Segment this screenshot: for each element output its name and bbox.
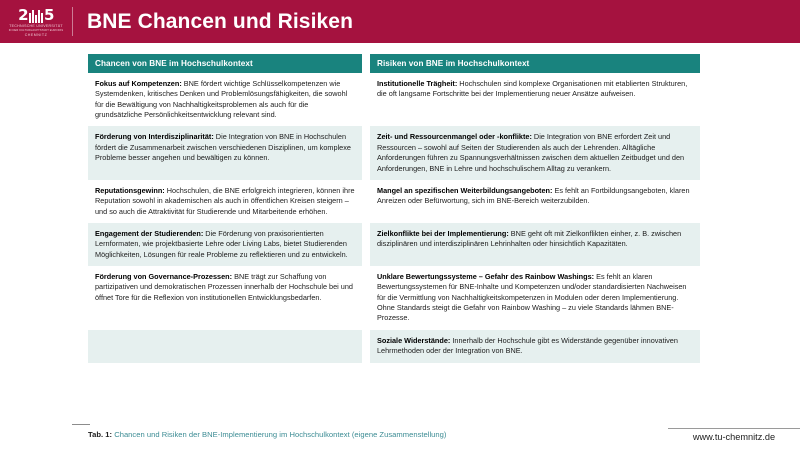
cell-text: BNE geht oft mit Zielkonflikten einher, z. B. zwischen disziplinären und interdisziplinären Lehrinhalten oder hinsichtlich Kapazitäten. bbox=[377, 228, 682, 249]
cell-chancen bbox=[88, 126, 362, 179]
column-header-chancen: Chancen von BNE im Hochschulkontext bbox=[88, 54, 362, 73]
table-body bbox=[88, 73, 700, 363]
cell-risiken bbox=[370, 266, 700, 330]
cell-term: Mangel an spezifischen Weiterbildungsangeboten: bbox=[377, 185, 553, 195]
logo-subtitle-line1: TECHNISCHE UNIVERSITÄT bbox=[9, 24, 63, 29]
logo-wordmark bbox=[18, 7, 54, 23]
cell-gap bbox=[362, 330, 370, 363]
cell-term: Unklare Bewertungssysteme – Gefahr des Rainbow Washings: bbox=[377, 272, 595, 282]
cell-term: Reputationsgewinn: bbox=[95, 185, 165, 195]
table-header-row bbox=[88, 54, 700, 73]
cell-text: Die Förderung von praxisorientierten Lernformaten, wie projektbasierte Lehre oder Living Labs, bietet Studierenden Möglichkeiten, Lösungen für reale Probleme zu reflektieren und zu entwickeln. bbox=[95, 228, 348, 259]
cell-text: BNE fördert wichtige Schlüsselkompetenzen wie Systemdenken, kritisches Denken und Problemlösungsfähigkeiten, die sowohl für die Bewältigung von Nachhaltigkeitsproblemen als auch für die grundsätzliche Persönlichkeitsentwicklung relevant sind. bbox=[95, 79, 348, 120]
cell-term: Zeit- und Ressourcenmangel oder -konflikte: bbox=[377, 132, 532, 142]
cell-term: Engagement der Studierenden: bbox=[95, 228, 204, 238]
cell-risiken bbox=[370, 126, 700, 179]
cell-gap bbox=[362, 180, 370, 223]
logo-bars-icon bbox=[29, 9, 43, 23]
cell-term: Zielkonflikte bei der Implementierung: bbox=[377, 228, 509, 238]
cell-text: BNE trägt zur Schaffung von partizipativen und demokratischen Prozessen innerhalb der Hochschule bei und öffnet Tore für die Reflexion von institutionellen Entwicklungsbedarfen. bbox=[95, 272, 353, 302]
cell-term: Soziale Widerstände: bbox=[377, 335, 451, 345]
caption-label: Tab. 1: bbox=[88, 430, 113, 439]
cell-chancen bbox=[88, 330, 362, 363]
column-header-risiken: Risiken von BNE im Hochschulkontext bbox=[370, 54, 700, 73]
cell-gap bbox=[362, 73, 370, 126]
logo-digit-5: 5 bbox=[44, 6, 54, 25]
column-gap bbox=[362, 54, 370, 73]
cell-text: Es fehlt an Fortbildungsangeboten, klaren Anreizen oder Befürwortung, sich im BNE-Bereich weiterzubilden. bbox=[377, 185, 690, 206]
logo-digit-2: 2 bbox=[18, 6, 28, 25]
cell-term: Fokus auf Kompetenzen: bbox=[95, 79, 182, 88]
cell-chancen bbox=[88, 266, 362, 330]
chancen-risiken-table bbox=[88, 54, 700, 363]
footer-url: www.tu-chemnitz.de bbox=[692, 432, 776, 442]
cell-text: Hochschulen, die BNE erfolgreich integrieren, können ihre Reputation sowohl in akademischen als auch in öffentlichen Kreisen steigern – und so auch die Attraktivität für Studierende und Mitarbeitende erhöhen. bbox=[95, 185, 355, 216]
cell-risiken bbox=[370, 73, 700, 126]
chancen-risiken-table-wrapper bbox=[88, 54, 700, 363]
logo-subtitle-line2: IN DER KULTURHAUPTSTADT EUROPAS bbox=[8, 28, 64, 32]
cell-gap bbox=[362, 223, 370, 266]
cell-term: Förderung von Governance-Prozessen: bbox=[95, 272, 233, 282]
cell-chancen bbox=[88, 180, 362, 223]
table-row bbox=[88, 180, 700, 223]
page-title: BNE Chancen und Risiken bbox=[87, 9, 354, 33]
table-caption bbox=[88, 430, 446, 439]
cell-risiken bbox=[370, 223, 700, 266]
cell-term: Institutionelle Trägheit: bbox=[377, 79, 458, 88]
caption-text: Chancen und Risiken der BNE-Implementierung im Hochschulkontext (eigene Zusammenstellung) bbox=[112, 430, 447, 439]
cell-risiken bbox=[370, 330, 700, 363]
cell-term: Förderung von Interdisziplinarität: bbox=[95, 132, 214, 142]
cell-text: Die Integration von BNE erfordert Zeit und Ressourcen – sowohl auf Seiten der Studierenden als auch der Lehrenden. Alltägliche Anforderungen führen zu Spannungsverhältnissen zwischen dem aktuellen Zeitbudget und den Anforderungen, BNE in Lehre und hochschulischem Alltag zu verankern. bbox=[377, 132, 685, 173]
table-row bbox=[88, 73, 700, 126]
cell-chancen bbox=[88, 223, 362, 266]
logo-subtitle-line3: CHEMNITZ bbox=[24, 33, 48, 38]
cell-chancen bbox=[88, 73, 362, 126]
table-row bbox=[88, 223, 700, 266]
cell-text: Die Integration von BNE in Hochschulen fördert die Zusammenarbeit zwischen verschiedenen Disziplinen, um komplexe Probleme besser angehen und bewältigen zu können. bbox=[95, 132, 351, 163]
footer-divider bbox=[668, 428, 800, 429]
table-row bbox=[88, 330, 700, 363]
cell-text: Es fehlt an klaren Bewertungssystemen für BNE-Inhalte und Kompetenzen und/oder standardisierten Nachweisen für die Vermittlung von Nachhaltigkeitskompetenzen in Modulen oder deren Implementierung. Ohne Standards steigt die Gefahr von Rainbow Washing – zu viele Standards lähmen BNE-Prozesse. bbox=[377, 272, 687, 323]
tu-chemnitz-logo bbox=[0, 0, 72, 43]
cell-gap bbox=[362, 266, 370, 330]
table-row bbox=[88, 126, 700, 179]
cell-text: Hochschulen sind komplexe Organisationen mit etablierten Strukturen, die oft langsame Fortschritte bei der Implementierung neuer Ansätze aufweisen. bbox=[377, 79, 688, 99]
cell-risiken bbox=[370, 180, 700, 223]
page-header-banner bbox=[0, 0, 800, 43]
caption-rule bbox=[72, 424, 90, 425]
table-row bbox=[88, 266, 700, 330]
cell-text: Innerhalb der Hochschule gibt es Widerstände gegenüber innovativen Lehrmethoden oder der Integration von BNE. bbox=[377, 335, 678, 356]
cell-gap bbox=[362, 126, 370, 179]
